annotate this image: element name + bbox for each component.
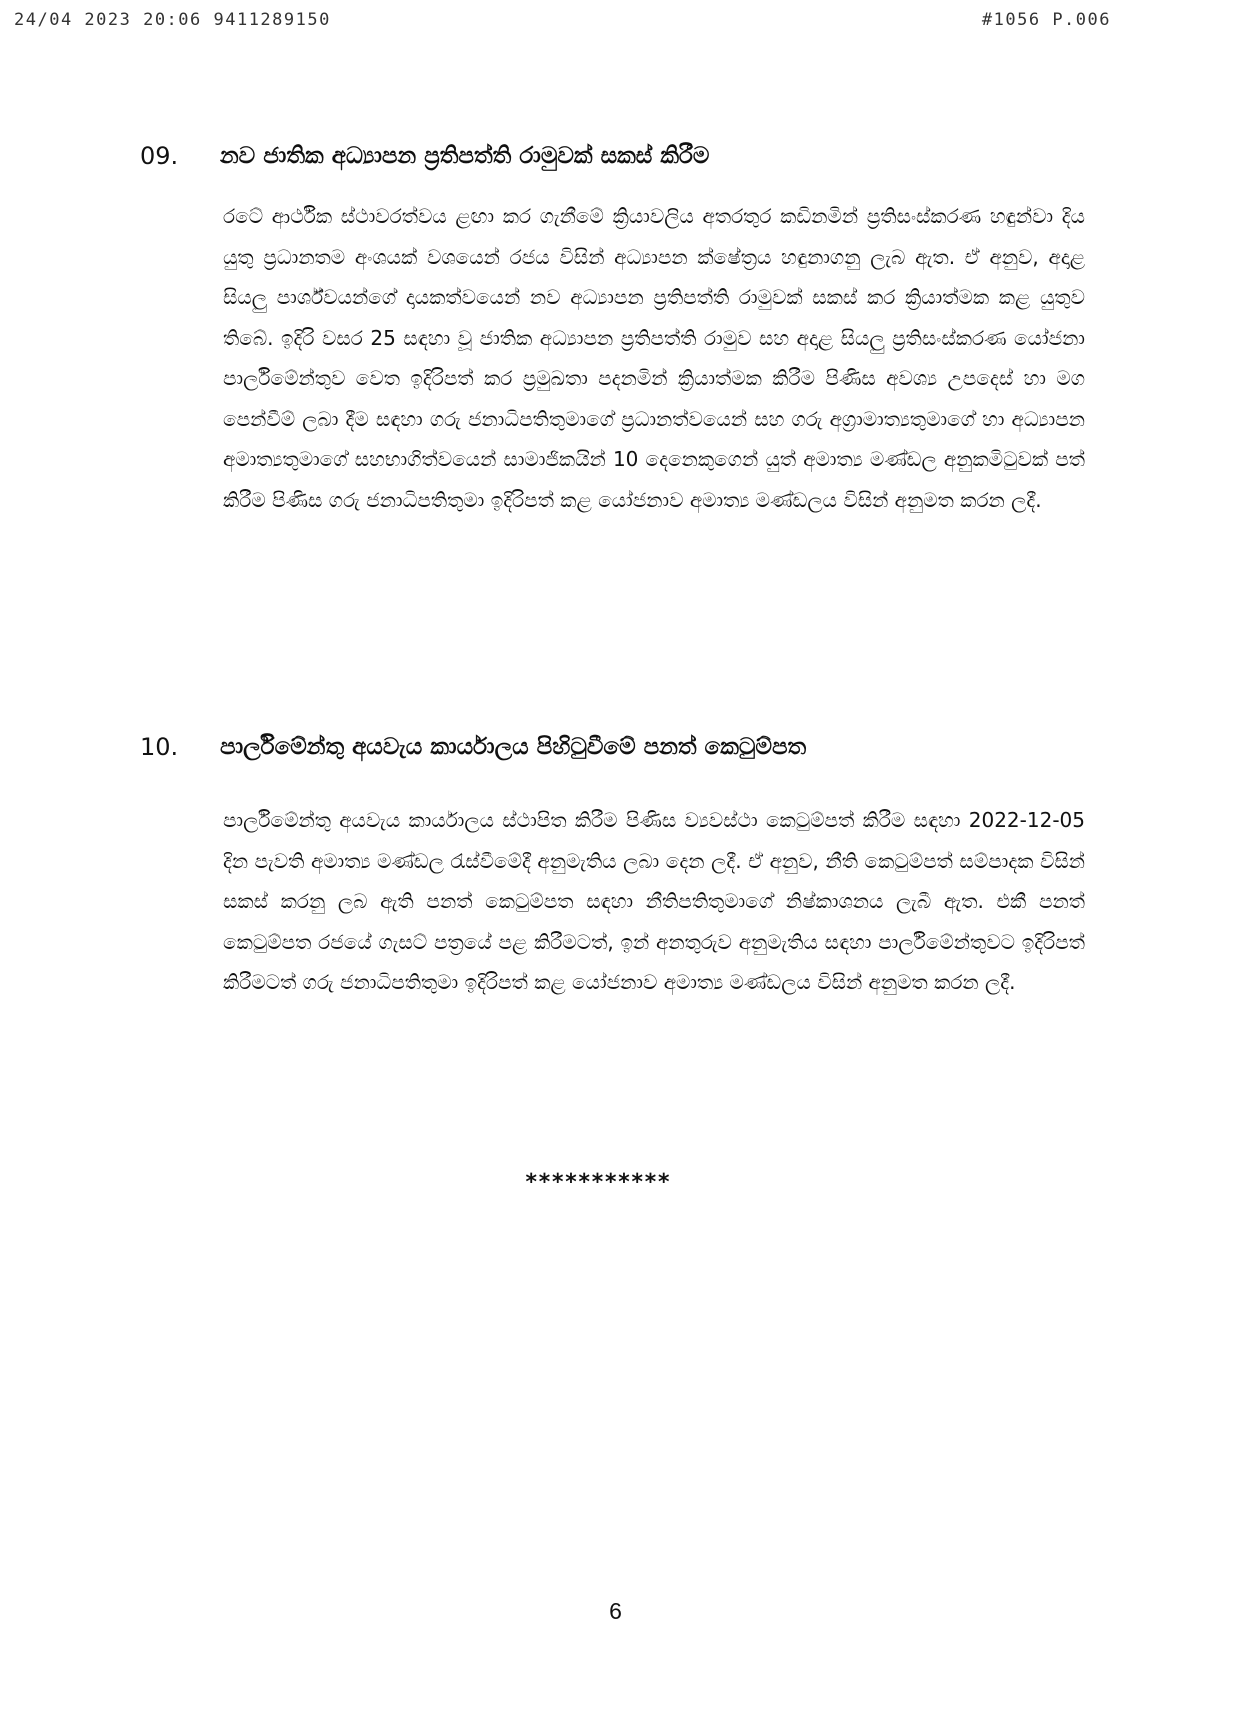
section-heading-10 bbox=[140, 727, 1140, 767]
section-divider: *********** bbox=[524, 1170, 671, 1195]
page-number: 6 bbox=[609, 1598, 622, 1624]
section-body-10: පාර්ලිමේන්තු අයවැය කාර්යාලය ස්ථාපිත කිරීම පිණිස ව්‍යවස්ථා කෙටුම්පත් කිරීම සඳහා 2022-12-05 දින පැවති අමාත්‍ය මණ්ඩල රැස්වීමේදී අනුමැතිය ලබා දෙන ලදී. ඒ අනුව, නීති කෙටුම්පත් සම්පාදක විසින් සකස් කරනු ලබ ඇති පනත් කෙටුම්පත සඳහා නීතිපතිතුමාගේ නිෂ්කාශනය ලැබී ඇත. එකී පනත් කෙටුම්පත රජයේ ගැසට් පත්‍රයේ පළ කිරීමටත්, ඉන් අනතුරුව අනුමැතිය සඳහා පාර්ලිමේන්තුවට ඉදිරිපත් කිරීමටත් ගරු ජනාධිපතිතුමා ඉදිරිපත් කළ යෝජනාව අමාත්‍ය මණ්ඩලය විසින් අනුමත කරන ලදී. bbox=[223, 808, 1085, 994]
section-number: 10. bbox=[140, 733, 179, 761]
fax-page-ref: #1056 P.006 bbox=[981, 10, 1111, 30]
fax-timestamp: 24/04 2023 20:06 9411289150 bbox=[14, 10, 331, 30]
section-heading-09 bbox=[140, 136, 1140, 176]
section-title: නව ජාතික අධ්‍යාපන ප්‍රතිපත්ති රාමුවක් සකස් කිරීම bbox=[220, 143, 710, 169]
section-number: 09. bbox=[140, 142, 179, 170]
section-body-09: රටේ ආර්ථික ස්ථාවරත්වය ළඟා කර ගැනීමේ ක්‍රියාවලිය අතරතුර කඩිනමින් ප්‍රතිසංස්කරණ හඳුන්වා දිය යුතු ප්‍රධානතම අංශයක් වශයෙන් රජය විසින් අධ්‍යාපන ක්ෂේත්‍රය හඳුනාගනු ලැබ ඇත. ඒ අනුව, අදාළ සියලු පාර්ශ්වයන්ගේ දායකත්වයෙන් නව අධ්‍යාපන ප්‍රතිපත්ති රාමුවක් සකස් කර ක්‍රියාත්මක කළ යුතුව තිබේ. ඉදිරි වසර 25 සඳහා වූ ජාතික අධ්‍යාපන ප්‍රතිපත්ති රාමුව සහ අදාළ සියලු ප්‍රතිසංස්කරණ යෝජනා පාර්ලිමේන්තුව වෙත ඉදිරිපත් කර ප්‍රමුඛතා පදනමින් ක්‍රියාත්මක කිරීම පිණිස අවශ්‍ය උපදෙස් හා මග පෙන්වීම් ලබා දීම සඳහා ගරු ජනාධිපතිතුමාගේ ප්‍රධානත්වයෙන් සහ ගරු අග්‍රාමාත්‍යතුමාගේ හා අධ්‍යාපන අමාත්‍යතුමාගේ සහභාගිත්වයෙන් සාමාජිකයින් 10 දෙනෙකුගෙන් යුත් අමාත්‍ය මණ්ඩල අනුකමිටුවක් පත් කිරීම පිණිස ගරු ජනාධිපතිතුමා ඉදිරිපත් කළ යෝජනාව අමාත්‍ය මණ්ඩලය විසින් අනුමත කරන ලදී. bbox=[223, 204, 1085, 512]
section-title: පාර්ලිමේන්තු අයවැය කාර්යාලය පිහිටුවීමේ පනත් කෙටුම්පත bbox=[220, 734, 807, 760]
fax-header bbox=[14, 10, 1231, 34]
